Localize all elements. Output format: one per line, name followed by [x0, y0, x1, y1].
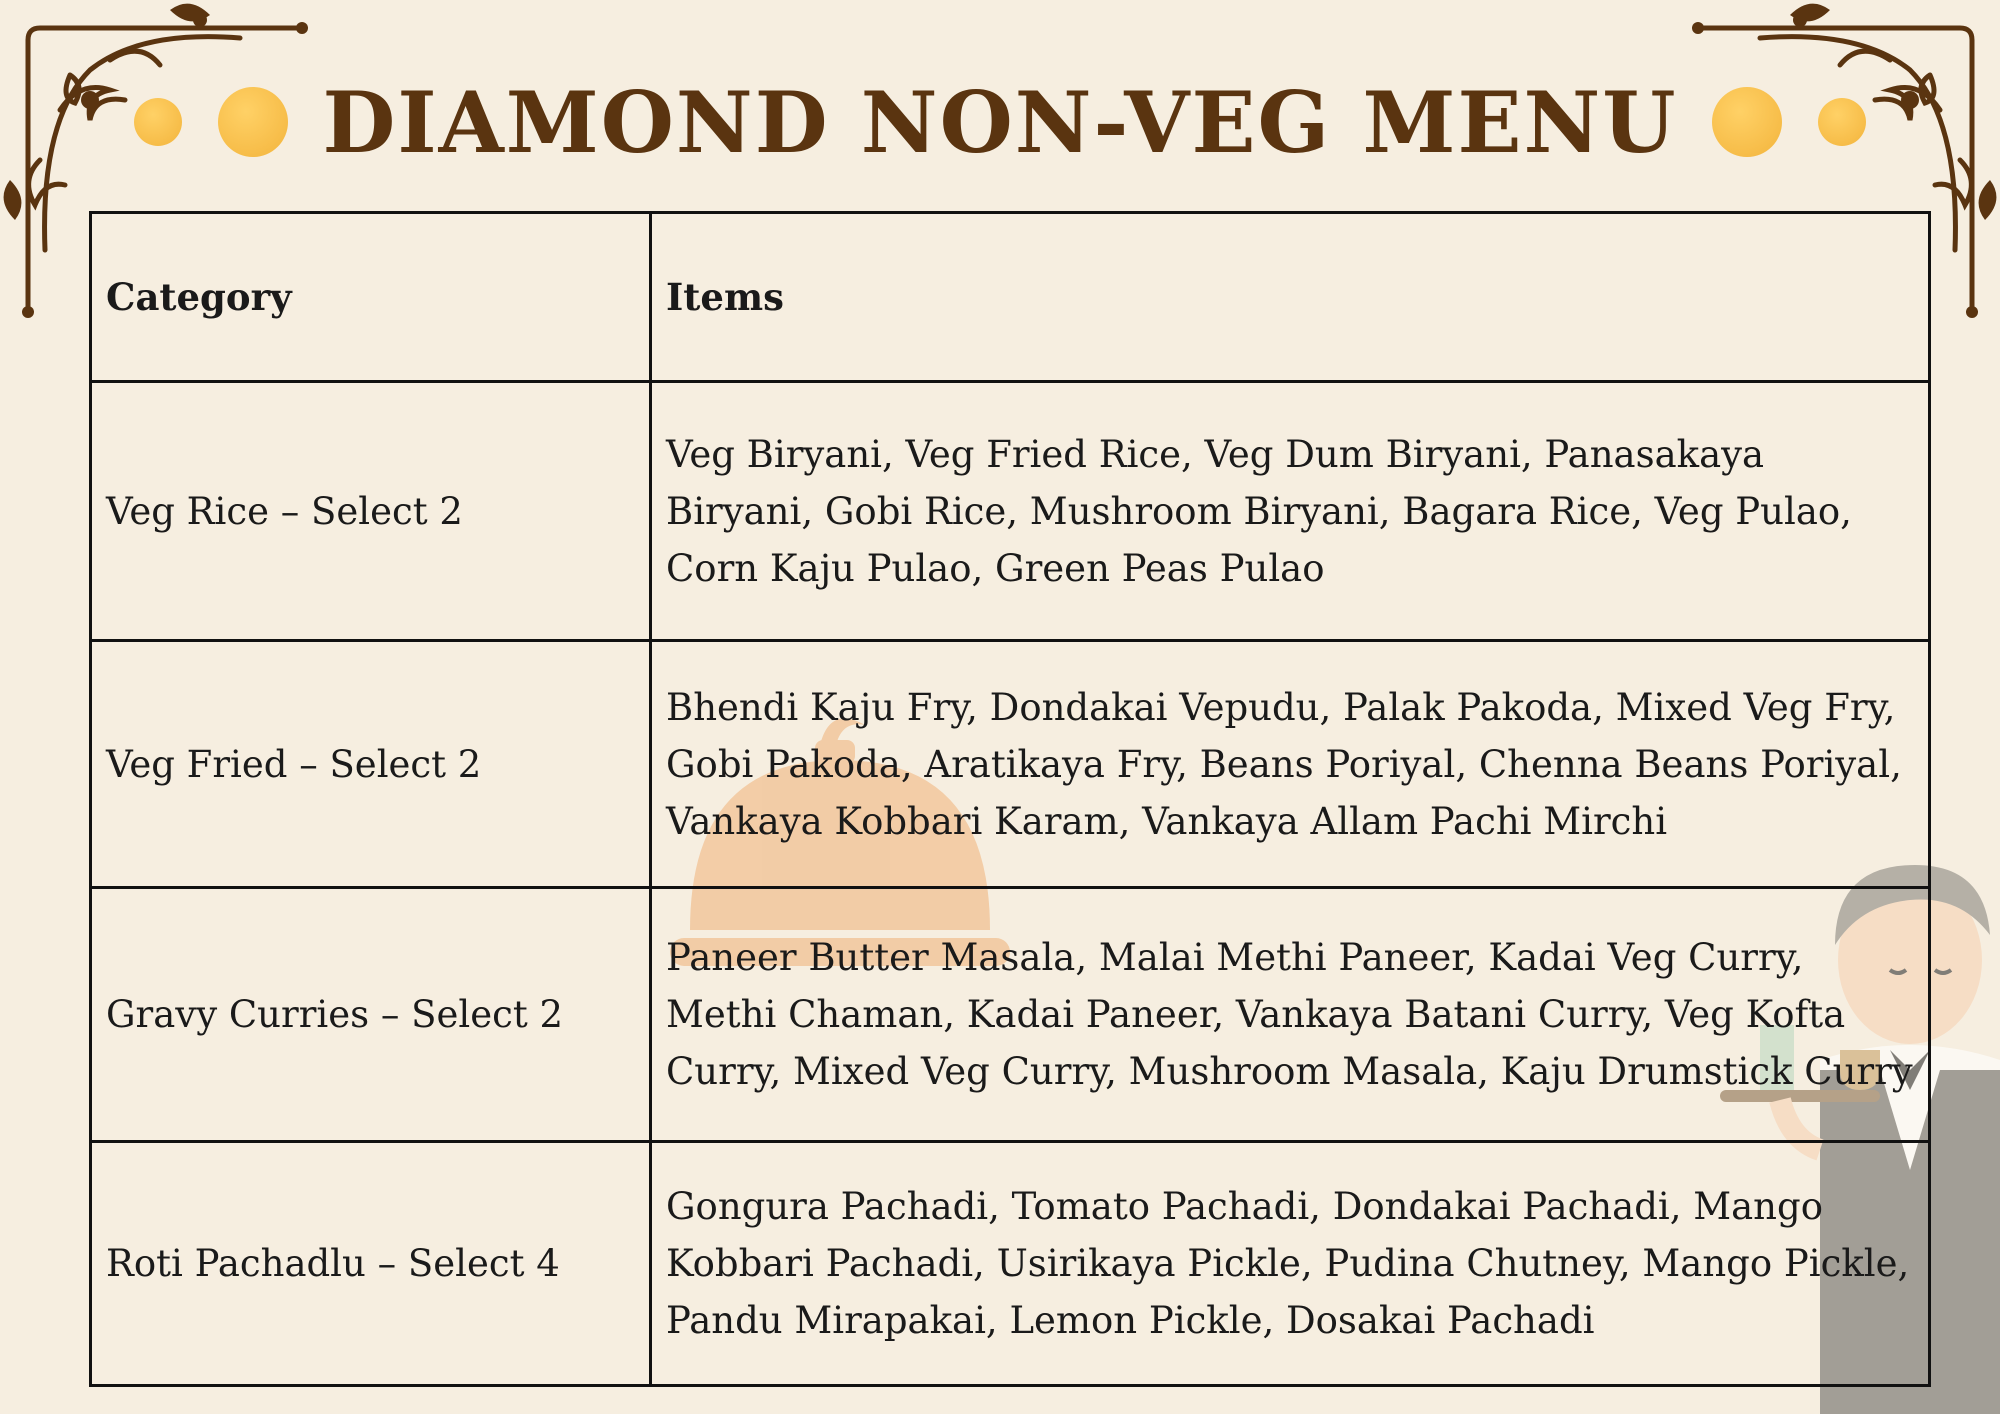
page-title: DIAMOND NON-VEG MENU — [322, 72, 1678, 172]
title-row — [0, 62, 2000, 182]
category-cell: Gravy Curries – Select 2 — [91, 888, 651, 1142]
table-header-row — [91, 213, 1930, 382]
category-cell: Roti Pachadlu – Select 4 — [91, 1142, 651, 1386]
decorative-dot — [1818, 98, 1866, 146]
header-items: Items — [651, 213, 1930, 382]
items-cell: Bhendi Kaju Fry, Dondakai Vepudu, Palak Pakoda, Mixed Veg Fry, Gobi Pakoda, Aratikaya Fry, Beans Poriyal, Chenna Beans Poriyal, Vankaya Kobbari Karam, Vankaya Allam Pachi Mirchi — [651, 641, 1930, 888]
menu-table — [89, 211, 1931, 1387]
decorative-dot — [218, 87, 288, 157]
table-row — [91, 888, 1930, 1142]
category-cell: Veg Rice – Select 2 — [91, 382, 651, 641]
table-row — [91, 382, 1930, 641]
category-cell: Veg Fried – Select 2 — [91, 641, 651, 888]
header-category: Category — [91, 213, 651, 382]
decorative-dot — [134, 98, 182, 146]
table-row — [91, 641, 1930, 888]
items-cell: Veg Biryani, Veg Fried Rice, Veg Dum Biryani, Panasakaya Biryani, Gobi Rice, Mushroom Biryani, Bagara Rice, Veg Pulao, Corn Kaju Pulao, Green Peas Pulao — [651, 382, 1930, 641]
decorative-dot — [1712, 87, 1782, 157]
items-cell: Gongura Pachadi, Tomato Pachadi, Dondakai Pachadi, Mango Kobbari Pachadi, Usirikaya Pickle, Pudina Chutney, Mango Pickle, Pandu Mirapakai, Lemon Pickle, Dosakai Pachadi — [651, 1142, 1930, 1386]
table-row — [91, 1142, 1930, 1386]
items-cell: Paneer Butter Masala, Malai Methi Paneer, Kadai Veg Curry, Methi Chaman, Kadai Paneer, Vankaya Batani Curry, Veg Kofta Curry, Mixed Veg Curry, Mushroom Masala, Kaju Drumstick Curry — [651, 888, 1930, 1142]
